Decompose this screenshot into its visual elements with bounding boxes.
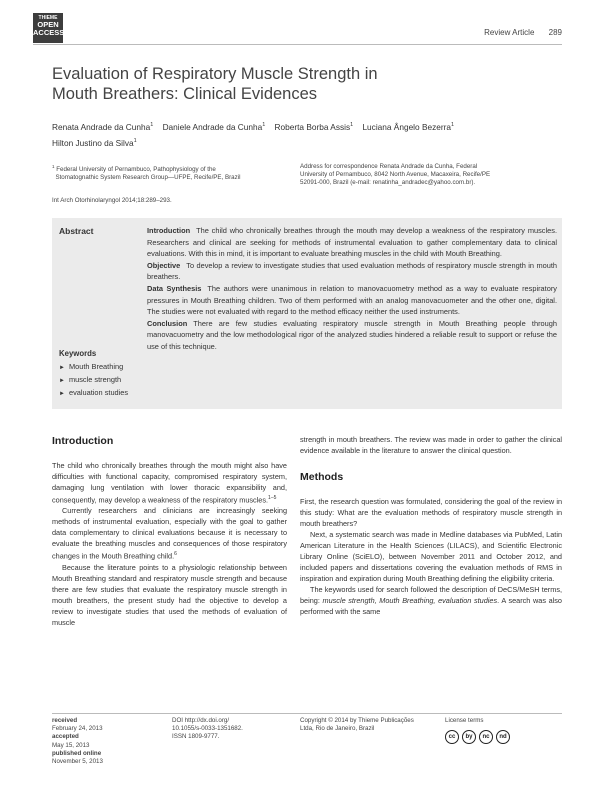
keyword-item: [59, 361, 128, 374]
affiliation-sup: 1: [52, 164, 55, 169]
thieme-open-access-logo: [33, 13, 63, 43]
keyword-item: [59, 374, 128, 387]
keyword-text: Mouth Breathing: [68, 362, 124, 371]
introduction-paragraph: Because the literature points to a physiologic relationship between Mouth Breathing standard and respiratory muscle strength and because there are few studies that evaluate the respiratory muscle strength in mouth breathers, the present study had the objective to develop a review to investigate studies that used the methods of evaluation of muscle: [52, 562, 287, 627]
keywords-emphasis: muscle strength, Mouth Breathing, evaluation studies: [322, 596, 498, 605]
methods-paragraph: First, the research question was formulated, considering the goal of the review in this study: What are the evaluation methods of respiratory muscle strength in mouth breathers?: [300, 497, 562, 528]
arrow-right-icon: ►: [59, 391, 65, 397]
abstract-label: Abstract: [59, 226, 94, 236]
methods-heading: Methods: [300, 471, 344, 483]
logo-bottom-text: ACCESS: [33, 28, 65, 37]
abstract-conclusion: [147, 318, 557, 353]
license-icons: [445, 730, 510, 744]
journal-reference: Int Arch Otorhinolaryngol 2014;18:289–293.: [52, 197, 172, 204]
header-divider: [33, 44, 562, 45]
left-column: [52, 434, 287, 628]
author-sup: 1: [150, 122, 154, 128]
abstract-text: The authors were unanimous in relation to manovacuometry method as a way to evaluate respiratory pressures in Mouth Breathing children. Two of them performed with an analog manovacuometer and the other one, digital. The studies were not evaluated with regard to the method efficacy neither the used instruments.: [147, 283, 557, 317]
abstract-box: [52, 218, 562, 409]
author-sup: 1: [350, 122, 354, 128]
copyright: [300, 717, 435, 733]
abstract-text: To develop a review to investigate studies that used evaluation methods of respiratory muscle strength in mouth breathers.: [147, 260, 557, 282]
author-name: Luciana Ângelo Bezerra: [362, 121, 451, 132]
affiliation: [52, 163, 287, 182]
author-name: Roberta Borba Assis: [274, 121, 351, 132]
cc-icon: cc: [445, 730, 459, 744]
accepted-date: May 15, 2013: [52, 741, 90, 749]
page-number: 289: [548, 28, 562, 37]
logo-top-text: THIEME: [38, 15, 58, 21]
issn: ISSN 1809-9777.: [172, 733, 220, 741]
title-line-1: Evaluation of Respiratory Muscle Strength in: [52, 65, 378, 83]
affiliation-line-2: Stomatognathic System Research Group—UFPE, Recife/PE, Brazil: [55, 174, 241, 182]
logo-mid-text: OPEN: [37, 20, 59, 29]
introduction-heading: Introduction: [52, 435, 114, 447]
keyword-text: muscle strength: [68, 375, 122, 384]
nc-icon: nc: [479, 730, 493, 744]
paragraph-text: The child who chronically breathes through the mouth might also have difficulties with functional capacity, compromised respiratory system, damaging lung ventilation with lower thoracic expansibility and, consequently, may develop a weakness of the respiratory muscles.: [52, 461, 287, 505]
citation-sup: 6: [174, 551, 177, 558]
license-terms-link[interactable]: License terms: [445, 717, 484, 724]
arrow-right-icon: ►: [59, 378, 65, 384]
paragraph-text: Currently researchers and clinicians are increasingly seeking methods of instrumental evaluation, especially with the goal to gather data complementary to clinical evaluations because it is necessary to evaluate the breathing muscles and consequences of those respiratory changes in the Mouth Breathing child.: [52, 506, 287, 561]
introduction-paragraph: [52, 505, 287, 561]
running-header: [484, 28, 562, 37]
paragraph-text: . A search was also performed with the same: [300, 596, 562, 616]
right-column: [300, 434, 562, 617]
introduction-paragraph: [52, 460, 287, 505]
affiliation-line-1: Federal University of Pernambuco, Pathophysiology of the: [56, 166, 216, 174]
footer-divider: [52, 713, 562, 714]
title-line-2: Mouth Breathers: Clinical Evidences: [52, 85, 318, 103]
abstract-data-synthesis: [147, 283, 557, 318]
abstract-text: There are few studies evaluating respiratory muscle strength in Mouth Breathing people through manovacuometry and the low methodological rigor of the analyzed studies hindered a reliable result to support or refuse the use of this technique.: [147, 318, 557, 351]
received-date: February 24, 2013: [52, 725, 103, 733]
keyword-text: evaluation studies: [68, 388, 129, 397]
article-dates: [52, 717, 103, 766]
abstract-heading: Objective: [147, 260, 181, 270]
abstract-introduction: [147, 225, 557, 260]
by-icon: by: [462, 730, 476, 744]
doi-number: 10.1055/s-0033-1351682.: [172, 725, 243, 733]
author-name: Hilton Justino da Silva: [52, 137, 134, 148]
arrow-right-icon: ►: [59, 365, 65, 371]
copyright-line-2: Ltda, Rio de Janeiro, Brazil: [300, 725, 375, 733]
author-sup: 1: [133, 137, 137, 144]
published-label: published online: [52, 749, 102, 757]
article-title: [52, 64, 512, 104]
abstract-heading: Conclusion: [147, 318, 188, 328]
abstract-objective: [147, 260, 557, 283]
doi-link[interactable]: DOI http://dx.doi.org/: [172, 717, 230, 724]
article-type: Review Article: [484, 28, 535, 37]
copyright-line-1: Copyright © 2014 by Thieme Publicações: [300, 717, 414, 724]
introduction-continued: strength in mouth breathers. The review was made in order to gather the clinical evidence available in the literature to answer the clinical question.: [300, 435, 562, 455]
author-list: [52, 118, 552, 150]
abstract-heading: Data Synthesis: [147, 283, 202, 293]
correspondence-line-3: 52091-000, Brazil (e-mail: renatinha_andradec@yahoo.com.br).: [300, 179, 476, 186]
keywords-block: [59, 349, 128, 400]
abstract-heading: Introduction: [147, 226, 191, 235]
accepted-label: accepted: [52, 733, 79, 741]
methods-paragraph: [300, 584, 562, 617]
published-date: November 5, 2013: [52, 758, 103, 766]
abstract-text: The child who chronically breathes through the mouth may develop a weakness of the respiratory muscles. Researchers and clinical are seeking for methods of instrumental evaluation to gather complementary data to clinical evaluations. With this in mind, it is important to evaluate breathing muscles in the child with Mouth Breathing.: [147, 226, 557, 259]
author-name: Renata Andrade da Cunha: [52, 121, 151, 132]
correspondence-address: [300, 163, 560, 187]
methods-paragraph: Next, a systematic search was made in Medline databases via PubMed, Latin American Literature in the Health Sciences (LILACS), and Scientific Electronic Library Online (SciELO), between November 2011 and October 2012, and included papers and dissertations covering the evaluation methods of RMS in inspiration and expiration during Mouth Breathing defining the eligibility criteria.: [300, 530, 562, 583]
keywords-title: Keywords: [59, 349, 97, 358]
received-label: received: [52, 717, 78, 724]
author-name: Daniele Andrade da Cunha: [162, 121, 263, 132]
citation-sup: 1–5: [268, 495, 277, 501]
author-sup: 1: [451, 122, 455, 128]
nd-icon: nd: [496, 730, 510, 744]
paragraph-text: The keywords used for search followed the description of DeCS/MeSH terms, being:: [300, 585, 562, 605]
abstract-body: [147, 225, 557, 353]
keyword-item: [59, 387, 128, 400]
correspondence-line-1: Address for correspondence Renata Andrade da Cunha, Federal: [300, 163, 478, 170]
correspondence-line-2: University of Pernambuco, 8042 North Avenue, Macaxeira, Recife/PE: [300, 171, 491, 178]
author-sup: 1: [262, 122, 266, 128]
doi-block: [172, 717, 243, 742]
